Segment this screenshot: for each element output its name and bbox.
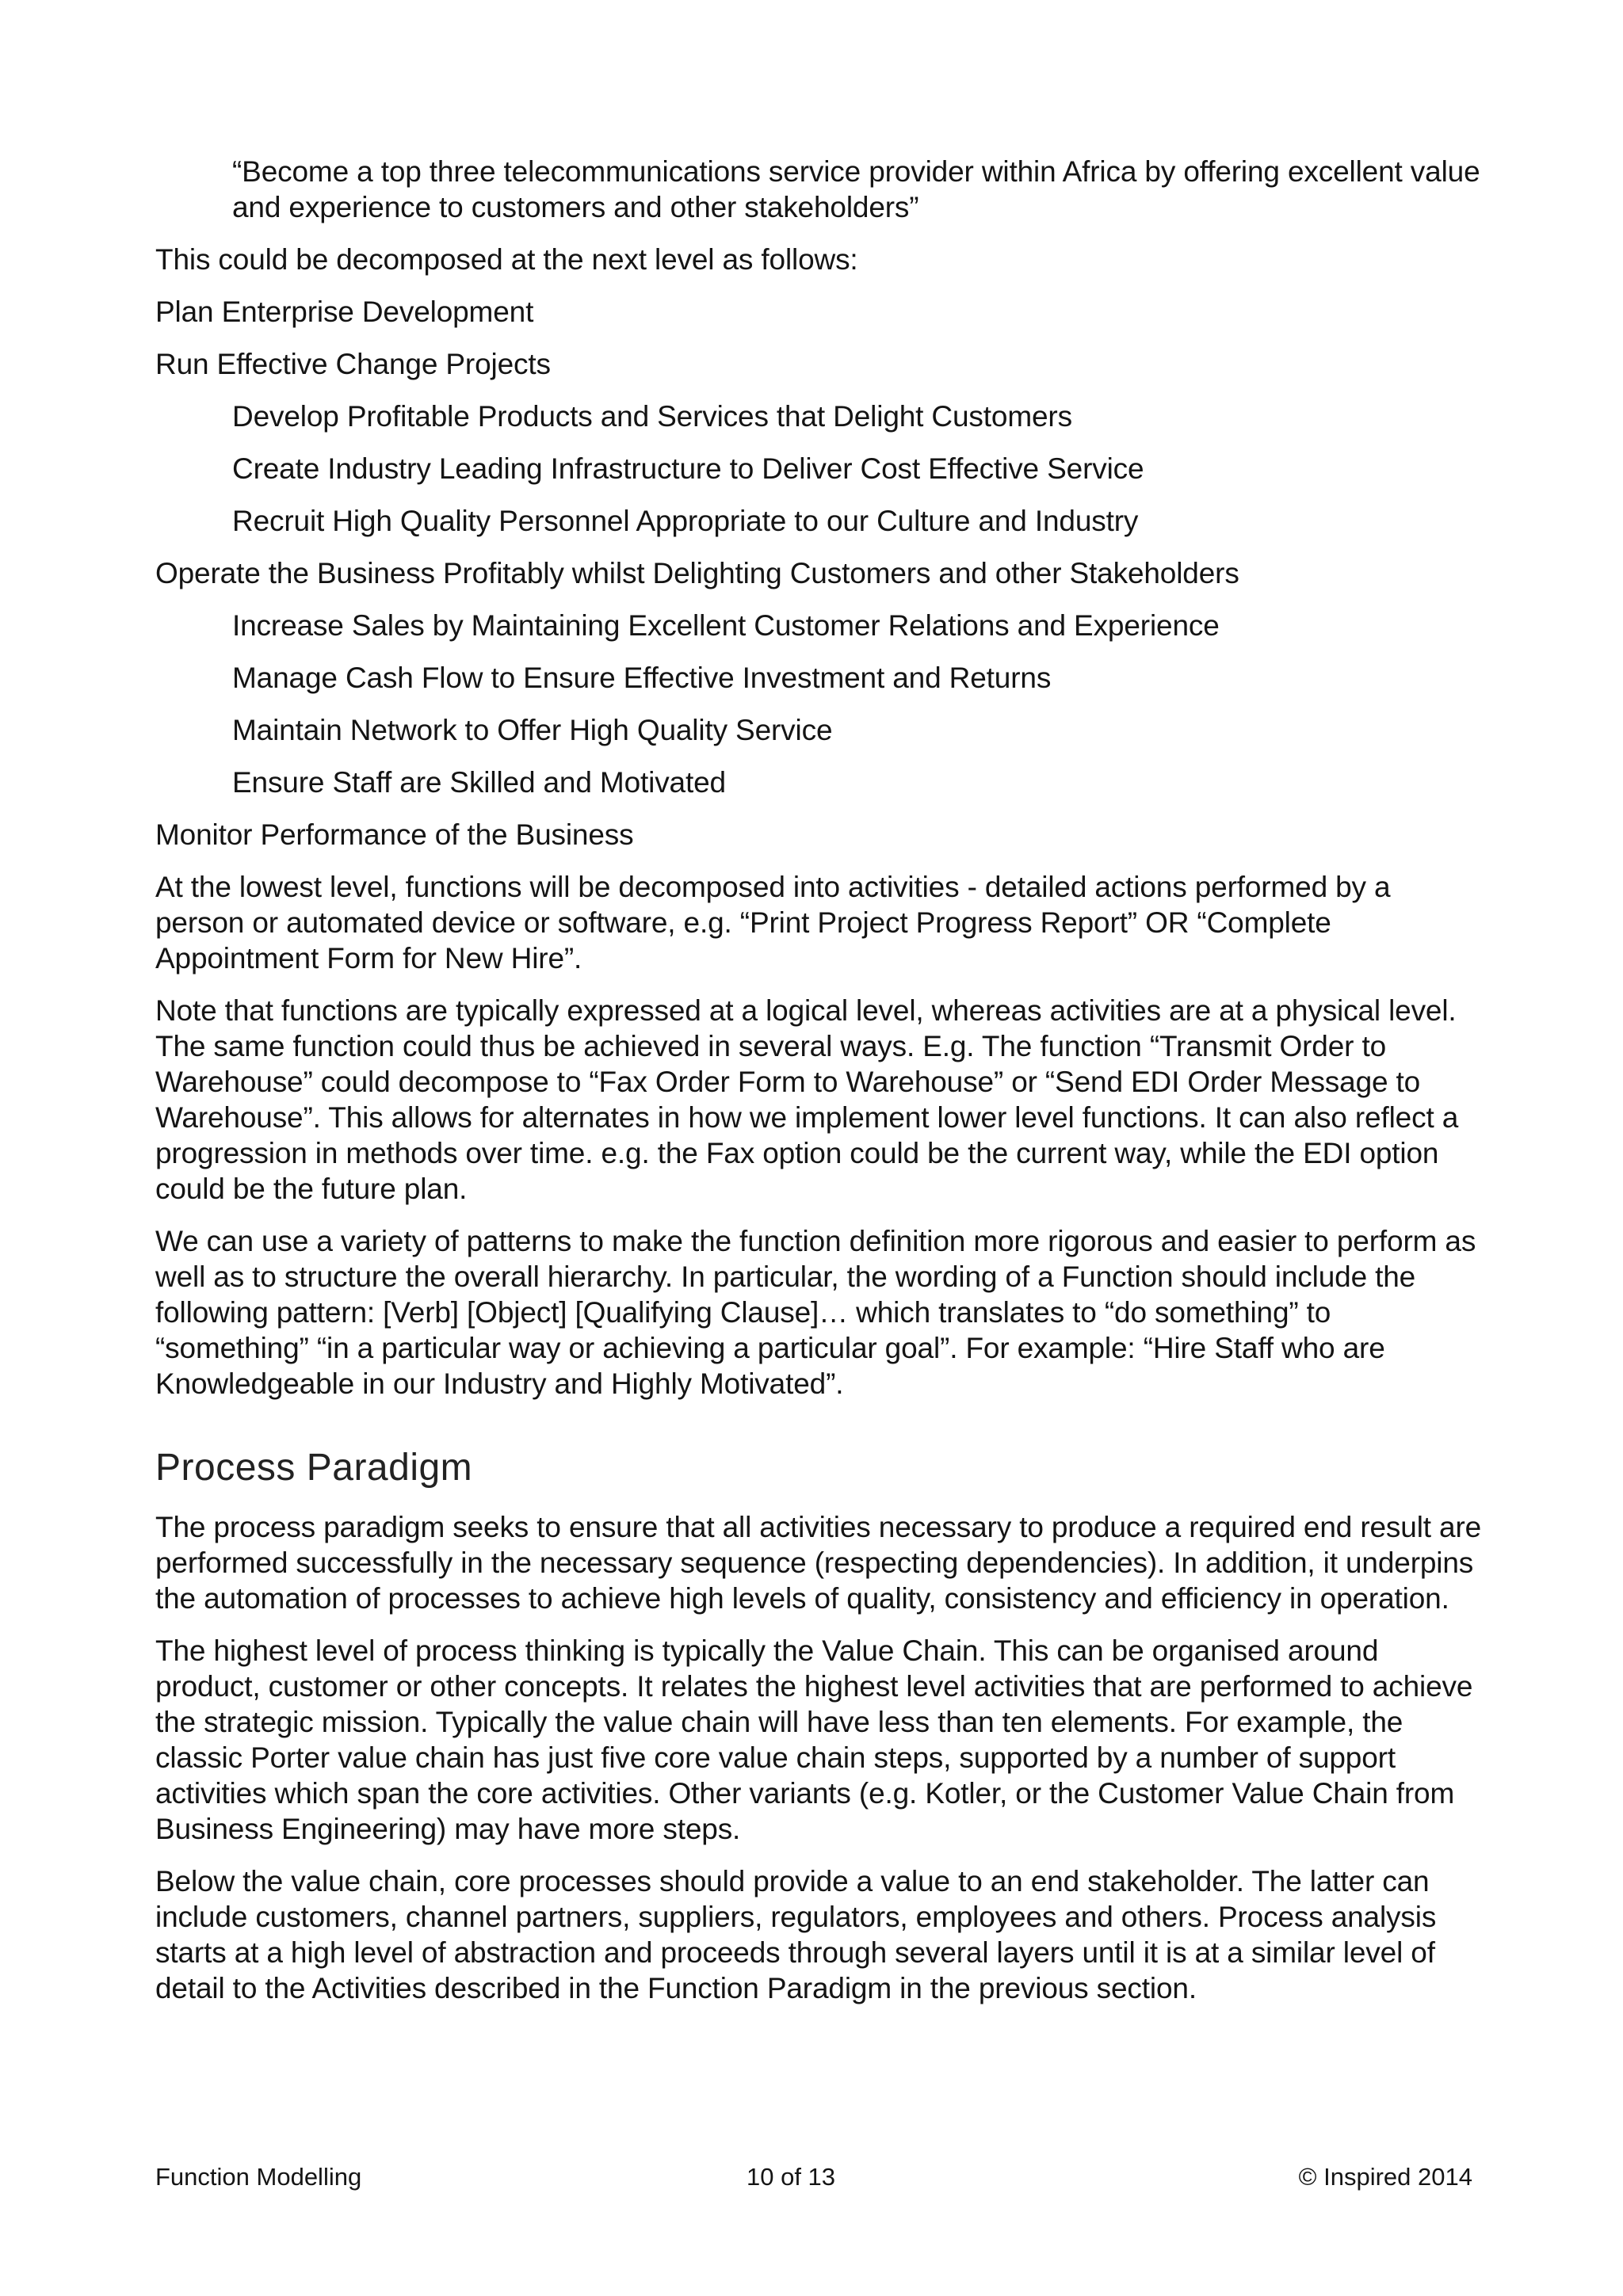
list-item: Create Industry Leading Infrastructure to Deliver Cost Effective Service <box>232 452 1144 485</box>
list-item: Plan Enterprise Development <box>155 296 534 328</box>
list-item: Operate the Business Profitably whilst Delighting Customers and other Stakeholders <box>155 557 1239 589</box>
intro-paragraph: This could be decomposed at the next level as follows: <box>155 243 858 276</box>
body-paragraph: The highest level of process thinking is typically the Value Chain. This can be organised around product, customer or other concepts. It relates the highest level activities that are performed to achieve the strategic mission. Typically the value chain will have less than ten elements. For example, the classic Porter value chain has just five core value chain steps, supported by a number of support activities which span the core activities. Other variants (e.g. Kotler, or the Customer Value Chain from Business Engineering) may have more steps. <box>155 1634 1473 1845</box>
list-item: Recruit High Quality Personnel Appropriate to our Culture and Industry <box>232 505 1139 537</box>
list-item: Increase Sales by Maintaining Excellent Customer Relations and Experience <box>232 609 1220 642</box>
document-page <box>155 154 1487 2023</box>
body-paragraph: Note that functions are typically expressed at a logical level, whereas activities are at a physical level. The same function could thus be achieved in several ways. E.g. The function “Transmit Order to Warehouse” could decompose to “Fax Order Form to Warehouse” or “Send EDI Order Message to Warehouse”. This allows for alternates in how we implement lower level functions. It can also reflect a progression in methods over time. e.g. the Fax option could be the current way, while the EDI option could be the future plan. <box>155 994 1459 1205</box>
list-item: Ensure Staff are Skilled and Motivated <box>232 766 726 799</box>
list-item: Run Effective Change Projects <box>155 348 551 380</box>
list-item: Maintain Network to Offer High Quality Service <box>232 714 833 746</box>
list-item: Monitor Performance of the Business <box>155 818 634 851</box>
body-paragraph: At the lowest level, functions will be decomposed into activities - detailed actions performed by a person or automated device or software, e.g. “Print Project Progress Report” OR “Complete Appointment Form for New Hire”. <box>155 871 1391 974</box>
body-paragraph: Below the value chain, core processes should provide a value to an end stakeholder. The latter can include customers, channel partners, suppliers, regulators, employees and others. Process analysis starts at a high level of abstraction and proceeds through several layers until it is at a similar level of detail to the Activities described in the Function Paradigm in the previous section. <box>155 1865 1437 2004</box>
function-hierarchy-list <box>155 294 1487 852</box>
footer-document-title: Function Modelling <box>155 2163 362 2191</box>
list-item: Manage Cash Flow to Ensure Effective Investment and Returns <box>232 662 1052 694</box>
body-paragraph: The process paradigm seeks to ensure that all activities necessary to produce a required end result are performed successfully in the necessary sequence (respecting dependencies). In addition, it underpins the automation of processes to achieve high levels of quality, consistency and efficiency in operation. <box>155 1511 1482 1615</box>
mission-quote: “Become a top three telecommunications service provider within Africa by offering excellent value and experience to customers and other stakeholders” <box>232 155 1480 223</box>
footer-page-number: 10 of 13 <box>747 2163 836 2191</box>
body-paragraph: We can use a variety of patterns to make the function definition more rigorous and easier to perform as well as to structure the overall hierarchy. In particular, the wording of a Function should include the following pattern: [Verb] [Object] [Qualifying Clause]… which translates to “do something” to “something” “in a particular way or achieving a particular goal”. For example: “Hire Staff who are Knowledgeable in our Industry and Highly Motivated”. <box>155 1225 1476 1400</box>
section-heading: Process Paradigm <box>155 1447 473 1489</box>
page-footer <box>155 2161 1472 2193</box>
footer-copyright: © Inspired 2014 <box>1298 2163 1472 2191</box>
list-item: Develop Profitable Products and Services that Delight Customers <box>232 400 1072 433</box>
